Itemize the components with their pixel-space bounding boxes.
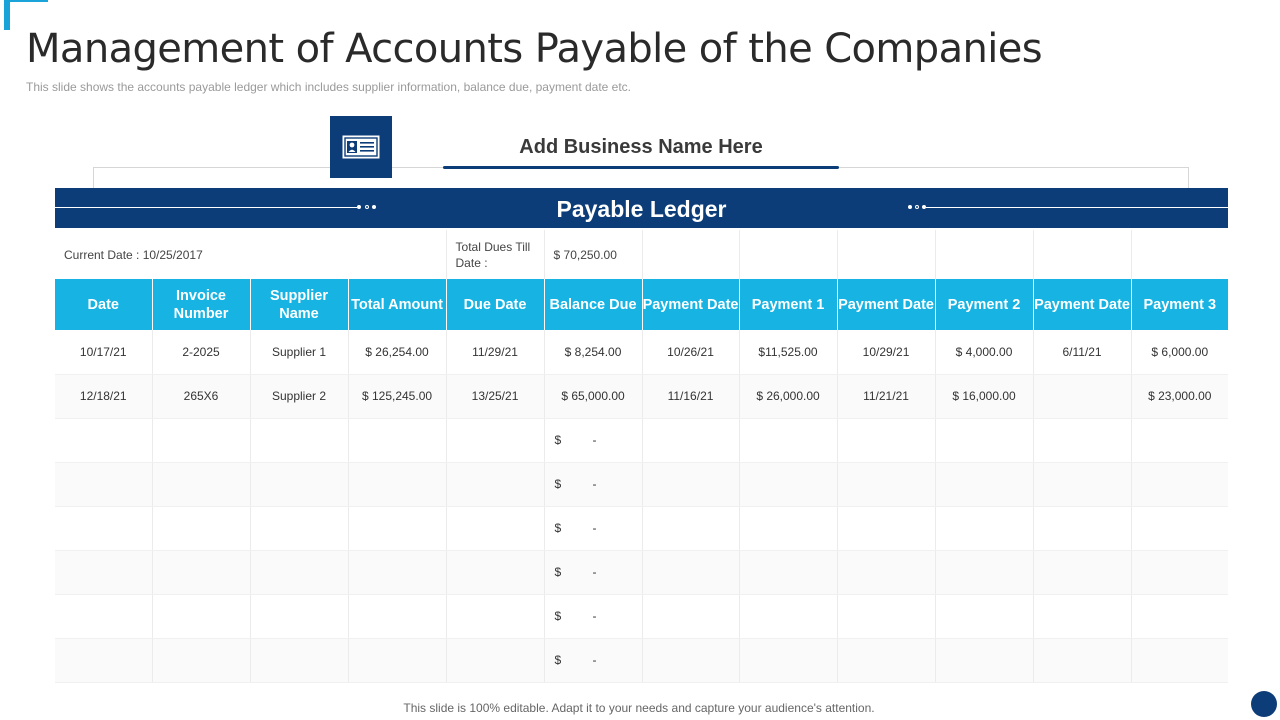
col-header: Payment Date — [642, 279, 739, 330]
table-cell: 10/26/21 — [642, 330, 739, 374]
page-subtitle: This slide shows the accounts payable ledger which includes supplier information, balance due, payment date etc. — [26, 80, 632, 94]
col-header: Payment 3 — [1131, 279, 1228, 330]
business-name-underline — [443, 166, 839, 169]
total-dues-value: $ 70,250.00 — [544, 230, 642, 279]
col-header: Total Amount — [348, 279, 446, 330]
business-name[interactable]: Add Business Name Here — [519, 136, 763, 158]
ledger-frame — [93, 167, 1189, 189]
table-cell: $ 26,254.00 — [348, 330, 446, 374]
balance-empty-cell: $ - — [544, 462, 642, 506]
table-cell: 11/21/21 — [837, 374, 935, 418]
ledger-info-row — [55, 230, 1228, 279]
balance-empty-cell: $ - — [544, 418, 642, 462]
id-card-icon — [342, 135, 380, 159]
table-cell: $ 8,254.00 — [544, 330, 642, 374]
col-header: Date — [55, 279, 152, 330]
current-date: Current Date : 10/25/2017 — [55, 230, 446, 279]
table-row — [55, 506, 1228, 550]
table-cell: Supplier 1 — [250, 330, 348, 374]
table-cell: Supplier 2 — [250, 374, 348, 418]
table-row — [55, 418, 1228, 462]
ledger-right-ring — [915, 205, 919, 209]
table-row — [55, 330, 1228, 374]
table-cell: 2-2025 — [152, 330, 250, 374]
table-cell: $ 26,000.00 — [739, 374, 837, 418]
table-cell: $ 16,000.00 — [935, 374, 1033, 418]
table-cell: 11/29/21 — [446, 330, 544, 374]
table-cell — [1033, 374, 1131, 418]
business-icon-box — [330, 116, 392, 178]
col-header: Due Date — [446, 279, 544, 330]
table-row — [55, 550, 1228, 594]
payable-ledger-table — [55, 230, 1228, 683]
corner-accent-horizontal — [10, 0, 48, 2]
ledger-right-dot-small — [908, 205, 912, 209]
balance-empty-cell: $ - — [544, 638, 642, 682]
col-header: Payment 1 — [739, 279, 837, 330]
table-header-row — [55, 279, 1228, 330]
table-row — [55, 594, 1228, 638]
table-cell: 10/17/21 — [55, 330, 152, 374]
col-header: Invoice Number — [152, 279, 250, 330]
table-cell: 11/16/21 — [642, 374, 739, 418]
table-cell: 13/25/21 — [446, 374, 544, 418]
table-row — [55, 638, 1228, 682]
page-title: Management of Accounts Payable of the Companies — [26, 26, 1042, 72]
table-row — [55, 462, 1228, 506]
table-cell: $ 4,000.00 — [935, 330, 1033, 374]
corner-circle-decoration — [1251, 691, 1277, 717]
col-header: Payment 2 — [935, 279, 1033, 330]
col-header: Payment Date — [837, 279, 935, 330]
col-header: Payment Date — [1033, 279, 1131, 330]
table-cell: $ 65,000.00 — [544, 374, 642, 418]
balance-empty-cell: $ - — [544, 506, 642, 550]
ledger-title: Payable Ledger — [556, 196, 727, 222]
table-row — [55, 374, 1228, 418]
ledger-right-line — [926, 207, 1228, 208]
corner-accent-vertical — [4, 0, 10, 30]
table-cell: 12/18/21 — [55, 374, 152, 418]
table-cell: $11,525.00 — [739, 330, 837, 374]
table-cell: 265X6 — [152, 374, 250, 418]
ledger-banner — [55, 188, 1228, 228]
table-cell: $ 23,000.00 — [1131, 374, 1228, 418]
table-cell: 10/29/21 — [837, 330, 935, 374]
table-cell: 6/11/21 — [1033, 330, 1131, 374]
balance-empty-cell: $ - — [544, 594, 642, 638]
col-header: Balance Due — [544, 279, 642, 330]
balance-empty-cell: $ - — [544, 550, 642, 594]
table-cell: $ 125,245.00 — [348, 374, 446, 418]
col-header: Supplier Name — [250, 279, 348, 330]
table-cell: $ 6,000.00 — [1131, 330, 1228, 374]
total-dues-label: Total Dues Till Date : — [446, 230, 544, 279]
footer-note: This slide is 100% editable. Adapt it to your needs and capture your audience's attention. — [403, 701, 875, 715]
